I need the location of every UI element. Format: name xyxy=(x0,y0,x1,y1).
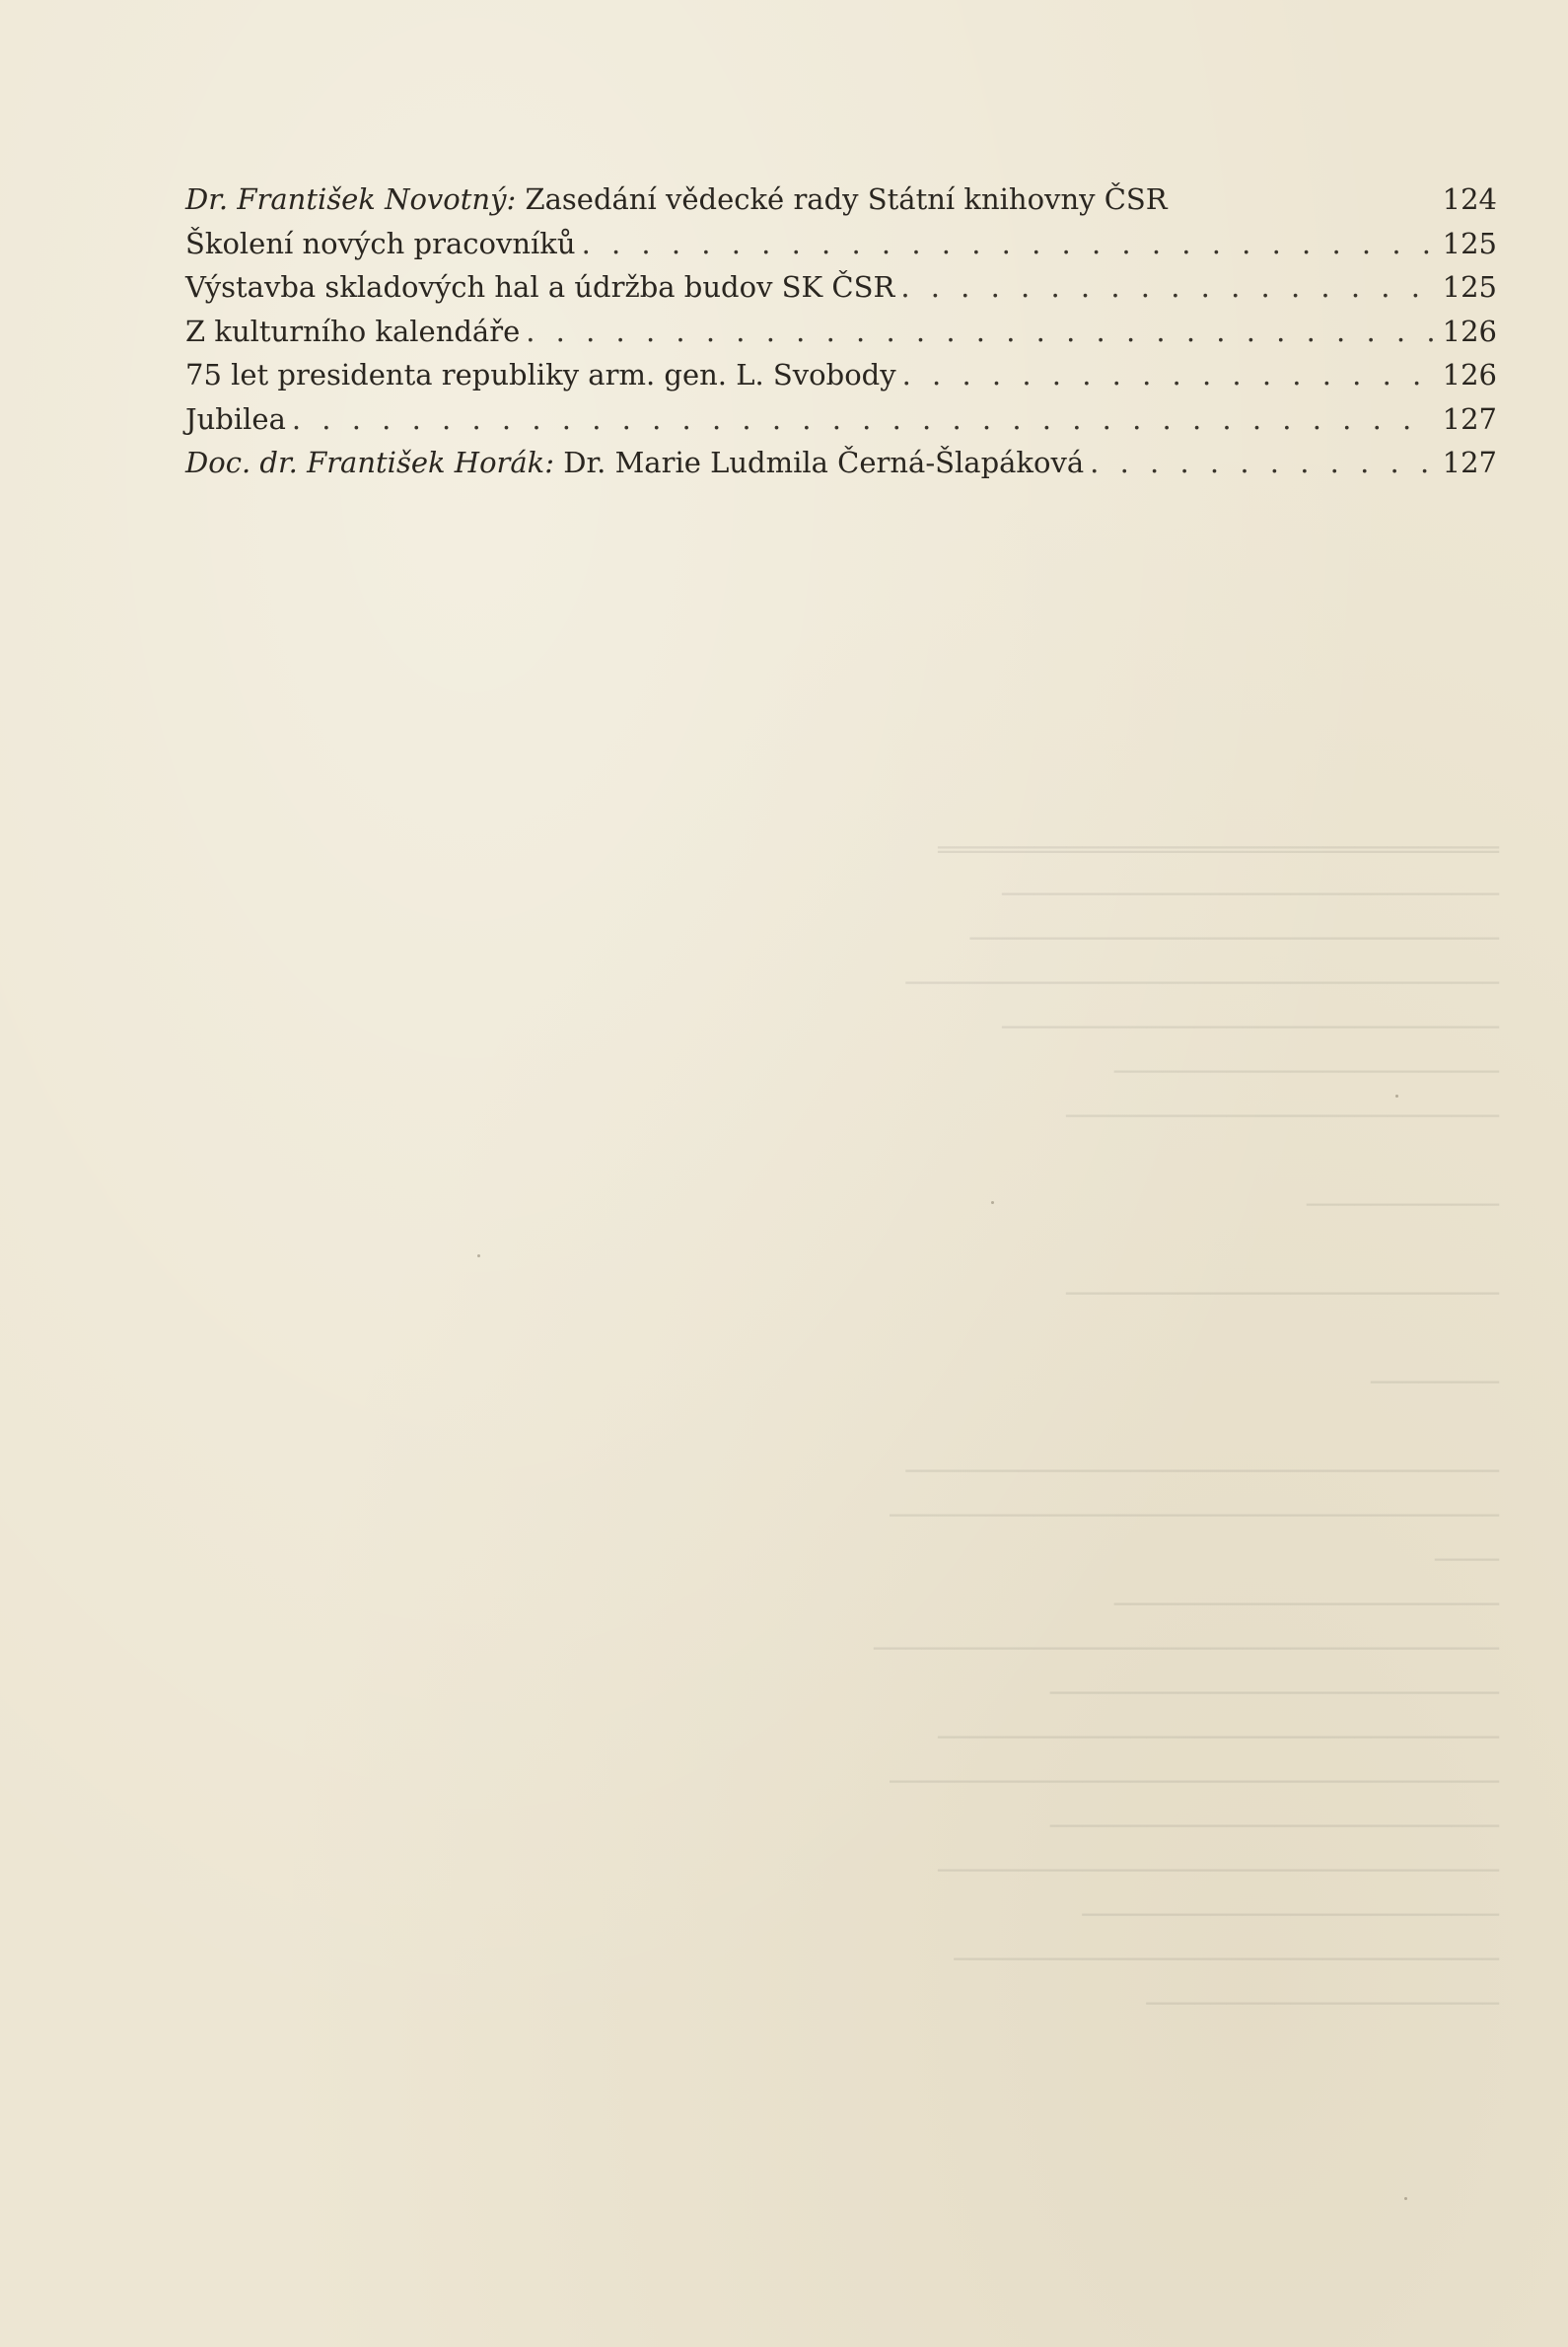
toc-entry-title: Jubilea xyxy=(185,401,286,436)
toc-entry xyxy=(185,178,1497,222)
toc-entry-title: Z kulturního kalendáře xyxy=(185,314,521,348)
toc-entry xyxy=(185,353,1497,397)
toc-entry-title: Dr. Marie Ludmila Černá-Šlapáková xyxy=(554,446,1085,479)
toc-entry-author: Dr. František Novotný: xyxy=(185,182,517,216)
dot-leader xyxy=(526,310,1434,353)
dot-leader xyxy=(902,353,1434,396)
paper-speck xyxy=(1404,2197,1407,2200)
toc-entry-page-number: 127 xyxy=(1442,401,1497,436)
toc-entry xyxy=(185,310,1497,354)
toc-entry-author: Doc. dr. František Horák: xyxy=(185,446,555,479)
toc-entry-page-number: 127 xyxy=(1442,446,1497,479)
paper-speck xyxy=(477,1254,480,1257)
dot-leader xyxy=(582,222,1434,265)
dot-leader xyxy=(1090,441,1434,484)
paper-speck xyxy=(1395,1095,1398,1098)
toc-entry-title: Školení nových pracovníků xyxy=(185,226,576,260)
toc-entry xyxy=(185,222,1497,266)
reverse-side-bleed-through: ═══════════════════════════════════ ─────────────────────────────── ───────────────────────────────── ───────────────────────────────────── ─────────────────────────────── ──────────────────────── ─────────────────────────── ──────────── ─────────────────────────── ──────── ───────────────────────────────────── ────────────────────────────────────── ──── ──────────────────────── ─────────────────────────────────────── ──────────────────────────── ─────────────────────────────────── ────────────────────────────────────── ──────────────────────────── ─────────────────────────────────── ────────────────────────── ────────────────────────────────── ────────────────────── xyxy=(874,835,1499,2020)
toc-entry-page-number: 124 xyxy=(1442,182,1497,216)
toc-entry xyxy=(185,397,1497,442)
toc-entry-page-number: 125 xyxy=(1442,226,1497,260)
paper-speck xyxy=(991,1201,994,1204)
toc-entry xyxy=(185,265,1497,310)
toc-entry-page-number: 126 xyxy=(1442,358,1497,391)
toc-entry-title: 75 let presidenta republiky arm. gen. L. Svobody xyxy=(185,358,896,391)
dot-leader xyxy=(292,397,1434,441)
table-of-contents xyxy=(185,178,1497,485)
toc-entry-title: Výstavba skladových hal a údržba budov SK ČSR xyxy=(185,270,895,304)
toc-entry-page-number: 125 xyxy=(1442,270,1497,304)
toc-entry-text xyxy=(185,441,1084,484)
toc-entry xyxy=(185,441,1497,485)
toc-entry-text xyxy=(185,178,1168,221)
dot-leader xyxy=(900,265,1434,309)
toc-entry-page-number: 126 xyxy=(1442,314,1497,348)
toc-entry-title: Zasedání vědecké rady Státní knihovny ČSR xyxy=(516,182,1168,216)
